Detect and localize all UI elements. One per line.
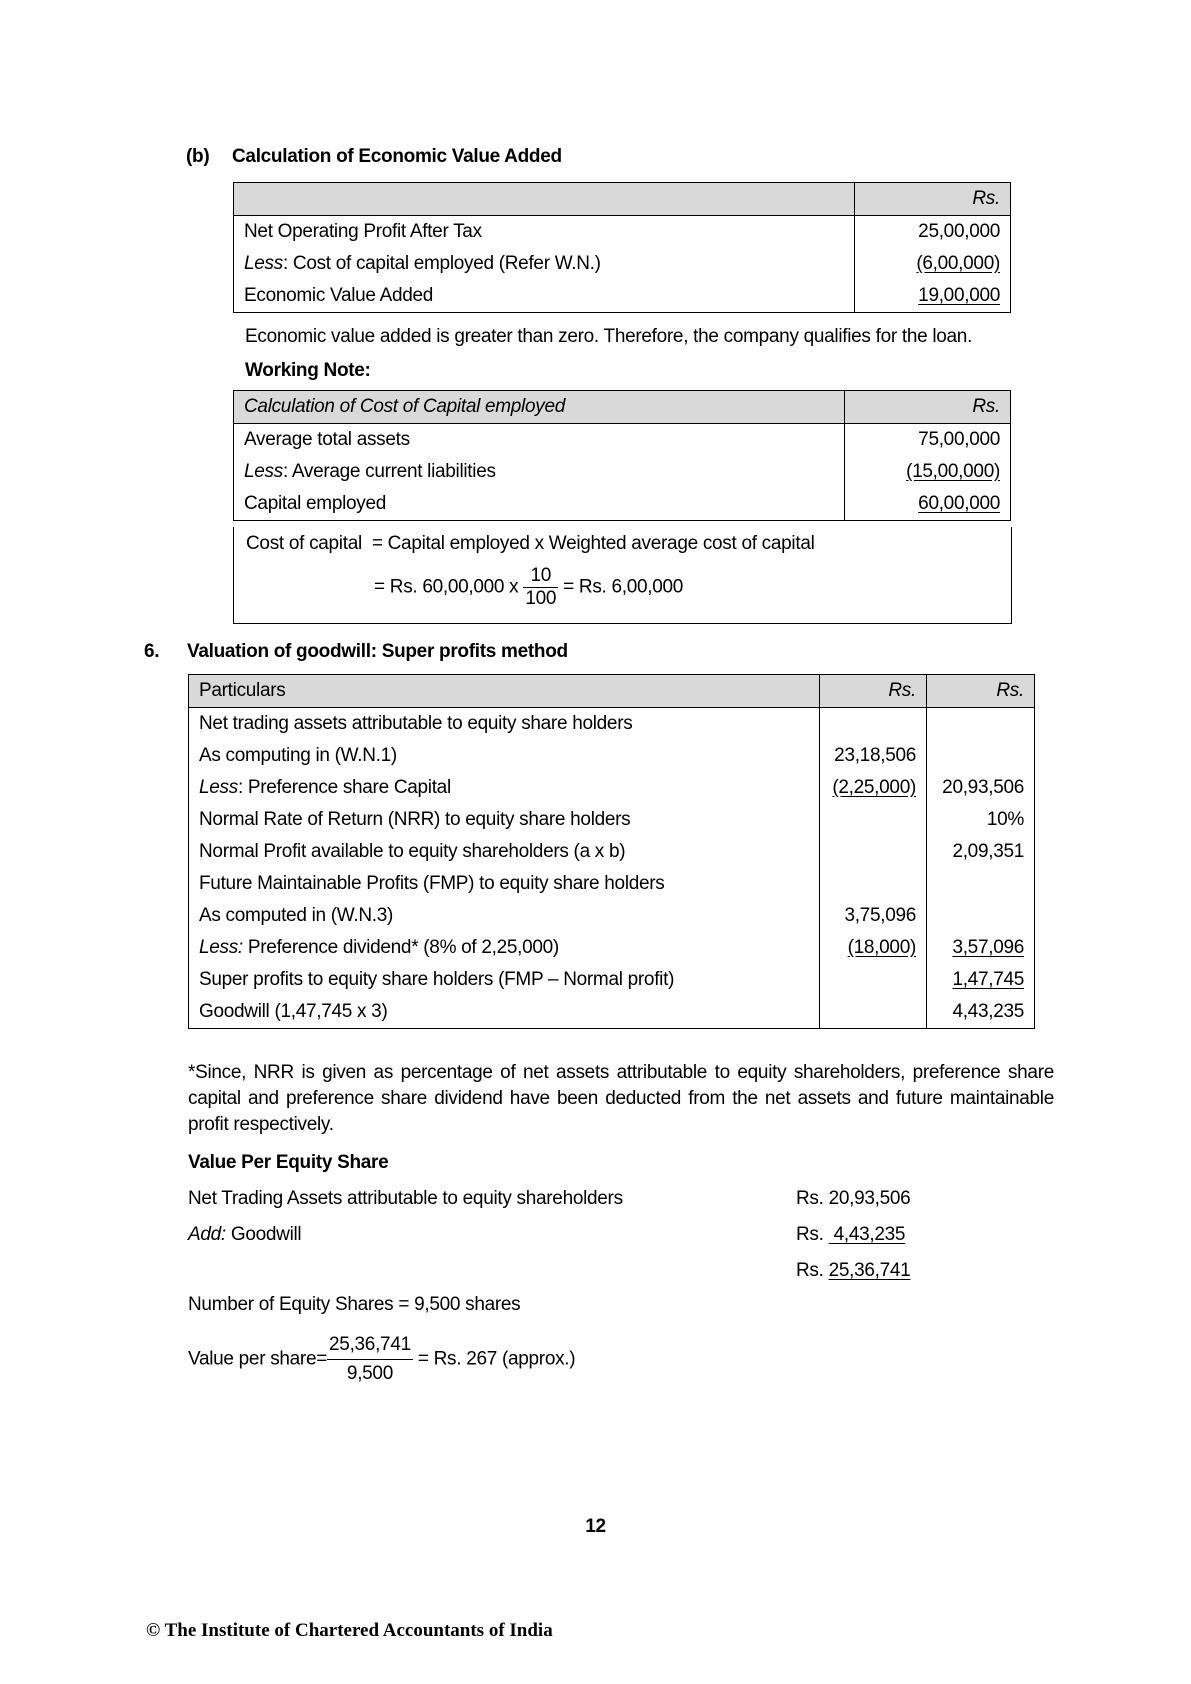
section-b-marker: (b) [186, 146, 210, 167]
gw-row-col2 [927, 740, 1035, 772]
vps-line1-value: Rs. 20,93,506 [796, 1188, 911, 1209]
fraction-10-over-100 [523, 565, 558, 610]
gw-row-col1: (18,000) [820, 932, 927, 964]
wn-row-label: Capital employed [244, 493, 387, 514]
gw-row-col1 [820, 836, 927, 868]
gw-row-label: Goodwill (1,47,745 x 3) [199, 1001, 388, 1022]
section-6-number: 6. [144, 641, 160, 662]
gw-row-col2: 3,57,096 [927, 932, 1035, 964]
formula-line-1: Cost of capital = Capital employed x Weighted average cost of capital [246, 533, 815, 554]
eva-conclusion: Economic value added is greater than zero. Therefore, the company qualifies for the loan. [245, 326, 973, 347]
vps-fraction-denominator: 9,500 [346, 1363, 393, 1384]
gw-row-col2 [927, 708, 1035, 741]
vps-title: Value Per Equity Share [188, 1152, 389, 1173]
goodwill-table [188, 674, 1035, 1029]
gw-header-rs-1: Rs. [820, 675, 927, 708]
gw-header-particulars: Particulars [189, 675, 820, 708]
eva-row-value: (6,00,000) [855, 248, 1011, 280]
vps-line2-value: Rs. 4,43,235 [796, 1224, 906, 1245]
gw-row-col2: 4,43,235 [927, 996, 1035, 1029]
gw-row-col1 [820, 708, 927, 741]
formula-line-2-prefix: = Rs. 60,00,000 x [374, 576, 519, 598]
gw-row-label: As computed in (W.N.3) [199, 905, 394, 926]
vps-formula-prefix: Value per share= [188, 1348, 328, 1370]
gw-row-label: Net trading assets attributable to equity share holders [199, 713, 633, 734]
page-number: 12 [585, 1516, 606, 1537]
gw-row-col2 [927, 868, 1035, 900]
eva-row-label: Less: Cost of capital employed (Refer W.N.) [244, 253, 601, 274]
gw-row-col1: 23,18,506 [820, 740, 927, 772]
goodwill-footnote: *Since, NRR is given as percentage of net assets attributable to equity shareholders, preference share capital and preference share dividend have been deducted from the net assets and future maintainable profit respectively. [188, 1062, 1054, 1135]
gw-row-label: Normal Rate of Return (NRR) to equity share holders [199, 809, 631, 830]
working-note-title: Working Note: [245, 360, 371, 381]
cost-of-capital-formula-box [233, 527, 1012, 624]
wn-row-label: Less: Average current liabilities [244, 461, 496, 482]
wn-row-value: (15,00,000) [845, 456, 1011, 488]
section-b-title: Calculation of Economic Value Added [232, 146, 562, 167]
wn-header-title: Calculation of Cost of Capital employed [234, 391, 845, 424]
gw-row-label: Less: Preference share Capital [199, 777, 451, 798]
section-6-title: Valuation of goodwill: Super profits method [187, 641, 568, 662]
gw-row-label: Super profits to equity share holders (FMP – Normal profit) [199, 969, 675, 990]
wn-row-label: Average total assets [244, 429, 410, 450]
eva-row-label: Economic Value Added [244, 285, 434, 306]
wn-row-value: 75,00,000 [845, 424, 1011, 457]
vps-formula [188, 1331, 575, 1388]
gw-row-col2: 20,93,506 [927, 772, 1035, 804]
formula-line-2-suffix: = Rs. 6,00,000 [563, 576, 684, 598]
gw-row-label: Future Maintainable Profits (FMP) to equity share holders [199, 873, 665, 894]
gw-row-label: Less: Preference dividend* (8% of 2,25,000) [199, 937, 559, 958]
gw-row-col1: (2,25,000) [820, 772, 927, 804]
formula-line-2 [374, 565, 683, 610]
gw-row-col1 [820, 996, 927, 1029]
vps-line1-label: Net Trading Assets attributable to equity shareholders [188, 1188, 623, 1209]
gw-header-rs-2: Rs. [927, 675, 1035, 708]
gw-row-col2: 10% [927, 804, 1035, 836]
vps-fraction [327, 1331, 413, 1388]
eva-table [233, 182, 1011, 313]
gw-row-label: Normal Profit available to equity shareholders (a x b) [199, 841, 626, 862]
gw-row-col2: 2,09,351 [927, 836, 1035, 868]
gw-row-col1 [820, 868, 927, 900]
gw-row-col2 [927, 900, 1035, 932]
wn-row-value: 60,00,000 [845, 488, 1011, 521]
gw-row-label: As computing in (W.N.1) [199, 745, 397, 766]
working-note-table [233, 390, 1011, 521]
eva-row-label: Net Operating Profit After Tax [244, 221, 482, 242]
wn-header-rs: Rs. [845, 391, 1011, 424]
gw-row-col1: 3,75,096 [820, 900, 927, 932]
fraction-denominator: 100 [525, 588, 557, 609]
fraction-numerator: 10 [523, 565, 558, 588]
vps-line2-label: Add: Goodwill [188, 1224, 302, 1245]
gw-row-col2: 1,47,745 [927, 964, 1035, 996]
eva-header-blank [234, 183, 855, 216]
gw-row-col1 [820, 804, 927, 836]
vps-fraction-numerator: 25,36,741 [327, 1331, 413, 1360]
gw-row-col1 [820, 964, 927, 996]
vps-shares-line: Number of Equity Shares = 9,500 shares [188, 1294, 521, 1315]
eva-row-value: 19,00,000 [855, 280, 1011, 313]
vps-line3-value: Rs. 25,36,741 [796, 1260, 911, 1281]
eva-row-value: 25,00,000 [855, 216, 1011, 249]
page-footer: © The Institute of Chartered Accountants of India [146, 1620, 553, 1641]
vps-formula-suffix: = Rs. 267 (approx.) [417, 1348, 576, 1370]
eva-header-rs: Rs. [855, 183, 1011, 216]
